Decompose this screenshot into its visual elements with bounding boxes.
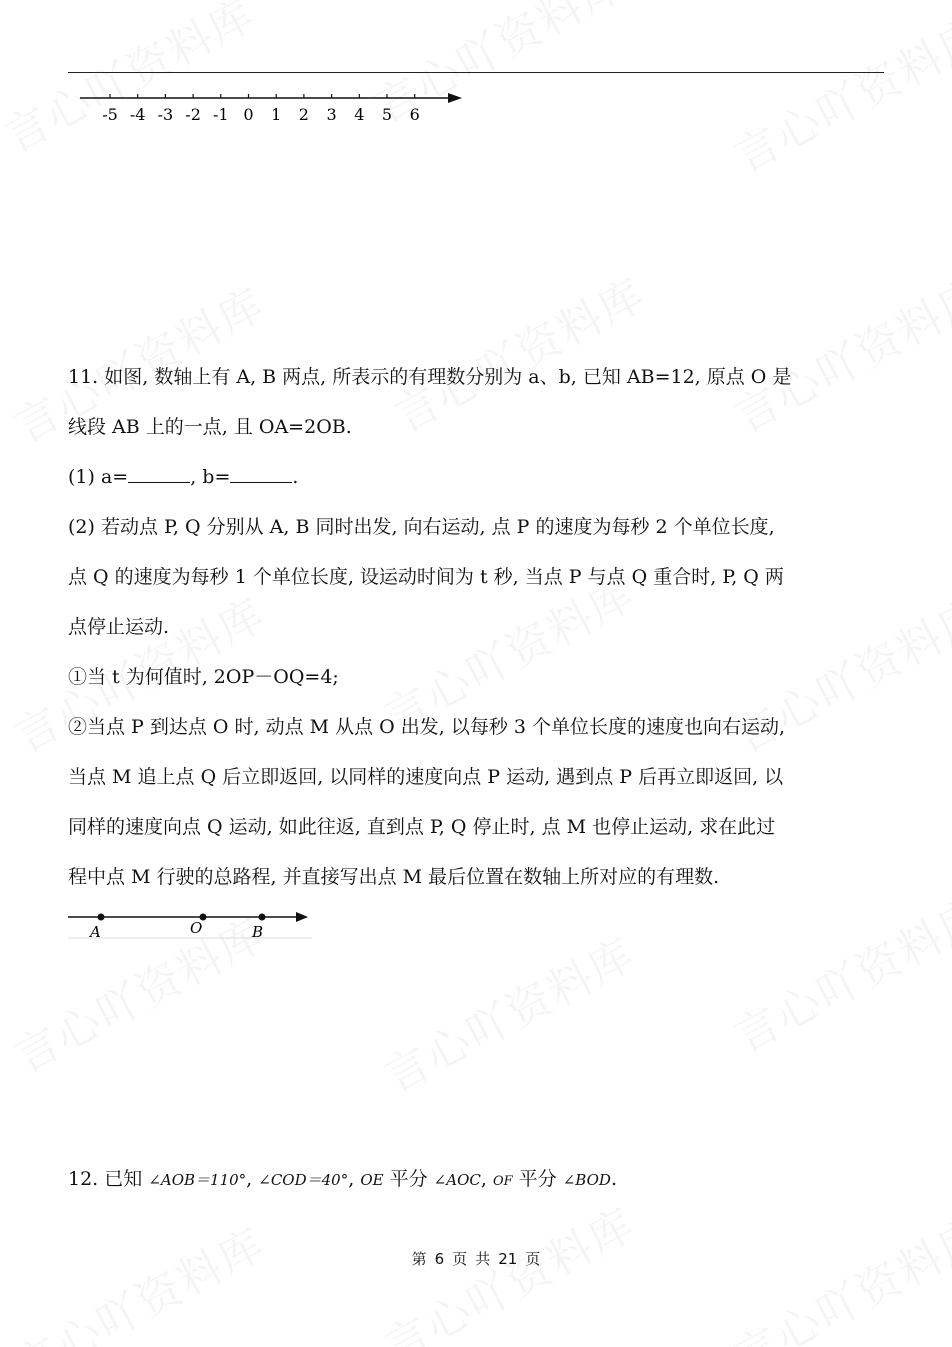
footer-gong: 共 [475,1250,491,1268]
q11-sub2-line3: 同样的速度向点 Q 运动, 如此往返, 直到点 P, Q 停止时, 点 M 也停止运动, 求在此过 [68,816,776,838]
footer-page-number: 6 [434,1250,445,1268]
number-line-tick-label: -5 [102,105,118,124]
point-a-dot [98,914,105,921]
q12-bisect1: 平分 [383,1168,434,1190]
angle-cod: ∠COD＝40° [258,1171,349,1189]
footer-ye: 页 [452,1250,468,1268]
number-line-tick-label: -4 [129,105,146,124]
number-line-tick-label: 2 [298,105,309,124]
watermark-text [381,259,655,445]
top-number-line [70,86,490,126]
q11-part1 [68,464,298,490]
q11-part2-line2: 点 Q 的速度为每秒 1 个单位长度, 设运动时间为 t 秒, 当点 P 与点 Q 重合时, P, Q 两 [68,566,784,588]
watermark-text [721,259,952,445]
q11-line1: 11. 如图, 数轴上有 A, B 两点, 所表示的有理数分别为 a、b, 已知 AB=12, 原点 O 是 [68,366,792,388]
footer-total-pages: 21 [498,1250,518,1268]
q11-sub2-line1: ②当点 P 到达点 O 时, 动点 M 从点 O 出发, 以每秒 3 个单位长度的速度也向右运动, [68,716,786,738]
number-line-tick-label: -1 [213,105,229,124]
watermark-text [721,0,952,185]
q11-part2-line3: 点停止运动. [68,616,170,638]
part1-end: . [292,466,299,488]
watermark-text [721,1199,952,1347]
q12-line [68,1166,617,1195]
b-label: , b= [190,466,231,488]
number-line-arrow [448,93,462,103]
footer-di: 第 [411,1250,427,1268]
q11-figure-number-line [66,906,316,940]
footer-ye2: 页 [525,1250,541,1268]
page-footer [0,1248,952,1269]
angle-aob: ∠AOB＝110° [148,1171,247,1189]
b-answer-blank[interactable] [230,464,292,483]
figure-arrow [296,912,308,922]
number-line-tick-label: 6 [409,105,420,124]
watermark-text [1,1209,275,1347]
angle-aoc: ∠AOC [433,1171,481,1189]
number-line-tick-label: -3 [157,105,174,124]
number-line-tick-label: 4 [354,105,365,124]
q12-sep1: , [246,1168,259,1190]
a-answer-blank[interactable] [128,464,190,483]
watermark-text [371,919,645,1105]
number-line-tick-label: -2 [185,105,201,124]
watermark-text [721,879,952,1065]
point-a-label: A [90,923,101,940]
q11-sub2-line4: 程中点 M 行驶的总路程, 并直接写出点 M 最后位置在数轴上所对应的有理数. [68,866,720,888]
watermark-text [0,0,265,165]
a-label: (1) a= [68,466,129,488]
q12-bisect2: 平分 [512,1168,563,1190]
q12-prefix: 12. 已知 [68,1168,143,1190]
ray-of: OF [492,1174,513,1189]
point-o-label: O [190,919,203,937]
number-line-tick-label: 5 [381,105,393,124]
q12-end: . [610,1168,617,1190]
point-b-label: B [252,923,264,940]
q11-part2-line1: (2) 若动点 P, Q 分别从 A, B 同时出发, 向右运动, 点 P 的速度为每秒 2 个单位长度, [68,516,775,538]
ray-oe: OE [360,1171,384,1189]
q12-sep2: , [348,1168,361,1190]
number-line-tick-label: 3 [326,105,337,124]
angle-bod: ∠BOD [562,1171,611,1189]
number-line-tick-label: 1 [271,105,282,124]
q11-line2: 线段 AB 上的一点, 且 OA=2OB. [68,416,352,438]
point-b-dot [259,914,266,921]
q11-sub2-line2: 当点 M 追上点 Q 后立即返回, 以同样的速度向点 P 运动, 遇到点 P 后再立即返回, 以 [68,766,784,788]
q11-sub1: ①当 t 为何值时, 2OP－OQ=4; [68,666,339,688]
header-rule [68,72,884,73]
number-line-tick-label: 0 [243,105,254,124]
q12-sep3: , [480,1168,493,1190]
